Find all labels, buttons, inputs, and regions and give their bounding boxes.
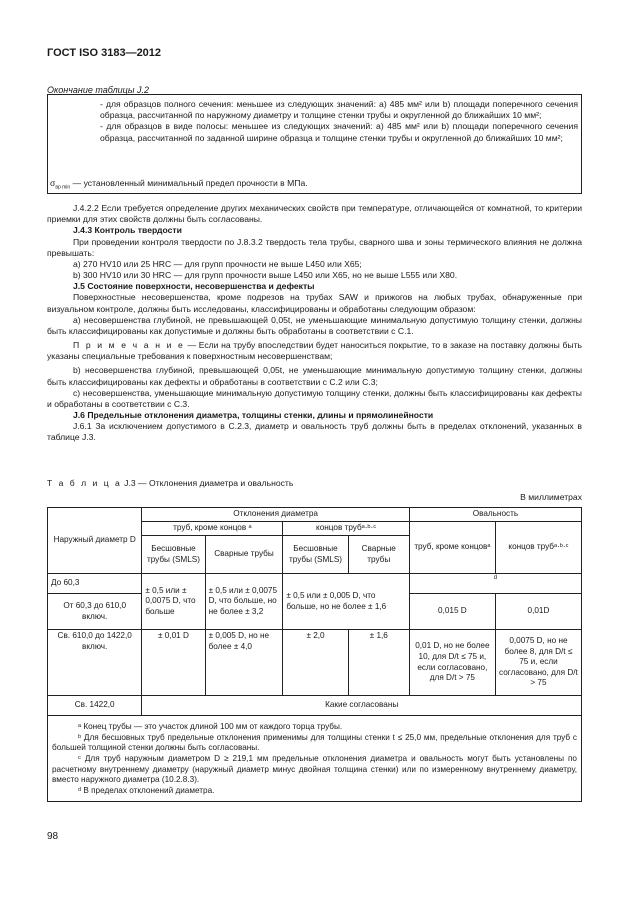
box-line-full-section: - для образцов полного сечения: меньшее из следующих значений: а) 485 мм² или b) площади поперечного сечения образца, рассчитанной по наружному диаметру и толщине стенки трубы и округленной до ближайших 10 мм²; (100, 99, 578, 121)
note-text: — Если на трубу впоследствии будет наноситься покрытие, то в заказе на поставку должны быть указаны специальные требования к поверхностным несовершенствам; (47, 340, 583, 362)
th-ends: концов трубᵃ·ᵇ·ᶜ (283, 522, 409, 536)
document-header: ГОСТ ISO 3183—2012 (47, 47, 162, 59)
sigma-subscript: вр min (55, 184, 71, 191)
row12-seamless: ± 0,5 или ± 0,0075 D, что больше (142, 574, 205, 630)
row3-welded-ends: ± 1,6 (348, 630, 409, 696)
table-units: В миллиметрах (520, 492, 582, 502)
footnote-d: ᵈ В пределах отклонений диаметра. (78, 785, 215, 795)
footnote-b: ᵇ Для бесшовных труб предельные отклонения применимы для толщины стенки t ≤ 25,0 мм, предельные отклонения для труб с большей толщиной стенки должны быть согласованы. (52, 732, 577, 753)
row1-diameter: До 60,3 (48, 574, 142, 594)
para-surface-b: b) несовершенства глубиной, превышающей 0,05t, не уменьшающие минимальную допустимую толщину стенки, должны быть классифицированы как дефекты и обработаны в соответствии с C.2 или C.3; (47, 365, 582, 387)
th-ovality: Овальность (409, 508, 581, 522)
table-j2-continuation (47, 94, 582, 194)
row3-seamless-ends: ± 2,0 (283, 630, 348, 696)
para-surface-c: c) несовершенства, уменьшающие минимальную допустимую толщину стенки, должны быть классифицированы как дефекты и обработаны в соответствии с C.3. (47, 387, 582, 409)
note-coating (47, 340, 582, 362)
footnote-c: ᶜ Для труб наружным диаметром D ≥ 219,1 мм предельные отклонения диаметра и овальность могут быть установлены по расчетному внутреннему диаметру (наружный диаметр минус двойная толщина стенки) или по измеренному внутреннему диаметру, вместо наружного диаметра (10.2.8.3). (52, 753, 577, 785)
sigma-symbol: σ (50, 178, 56, 188)
row12-welded: ± 0,5 или ± 0,0075 D, что больше, но не более ± 3,2 (205, 574, 283, 630)
table-footnotes (48, 716, 582, 802)
th-oval-except-ends: труб, кроме концовᵃ (409, 522, 495, 574)
para-hardness-a: a) 270 HV10 или 25 HRC — для групп прочности не выше L450 или X65; (73, 258, 362, 269)
body-text (47, 203, 582, 444)
row3-seamless: ± 0,01 D (142, 630, 205, 696)
para-hardness: При проведении контроля твердости по J.8.3.2 твердость тела трубы, сварного шва и зоны термического влияния не должна превышать: (47, 236, 582, 258)
th-seamless: Бесшовные трубы (SMLS) (142, 536, 205, 574)
row4-agreed: Какие согласованы (142, 696, 582, 716)
para-surface: Поверхностные несовершенства, кроме подрезов на трубах SAW и прижогов на любых трубах, обнаруженные при визуальном контроле, должны быть исследованы, классифицированы и обработаны следующим образом: (47, 292, 582, 314)
row2-oval-ends: 0,01D (495, 594, 581, 630)
row3-oval-except-ends: 0,01 D, но не более 10, для D/t ≤ 75 и, если согласовано, для D/t > 75 (409, 630, 495, 696)
table-j3 (47, 507, 582, 802)
heading-j4-3: J.4.3 Контроль твердости (73, 225, 182, 236)
table-continuation-label: Окончание таблицы J.2 (47, 85, 149, 95)
note-label: П р и м е ч а н и е (73, 340, 185, 351)
row2-diameter: От 60,3 до 610,0 включ. (48, 594, 142, 630)
row1-ovality-note: d (409, 574, 581, 594)
para-j6-1: J.6.1 За исключением допустимого в C.2.3, диаметр и овальность труб должны быть в пределах отклонений, указанных в таблице J.3. (47, 421, 582, 443)
sigma-text: — установленный минимальный предел прочности в МПа. (72, 178, 308, 188)
heading-j6: J.6 Предельные отклонения диаметра, толщины стенки, длины и прямолинейности (73, 410, 434, 421)
para-surface-a: a) несовершенства глубиной, не превышающей 0,05t, не уменьшающие минимальную допустимую толщину стенки, должны быть классифицированы как допустимые и должны быть обработаны в соответствии с C.1. (47, 314, 582, 336)
row12-ends: ± 0,5 или ± 0,005 D, что больше, но не более ± 1,6 (283, 574, 409, 630)
row4-diameter: Св. 1422,0 (48, 696, 142, 716)
table-caption (47, 478, 293, 489)
table-caption-text: J.3 — Отклонения диаметра и овальность (121, 478, 294, 488)
footnote-a: ᵃ Конец трубы — это участок длиной 100 мм от каждого торца трубы. (78, 722, 343, 731)
sigma-definition (50, 178, 308, 191)
row3-welded: ± 0,005 D, но не более ± 4,0 (205, 630, 283, 696)
page-number: 98 (47, 831, 59, 842)
para-hardness-b: b) 300 HV10 или 30 HRC — для групп прочности выше L450 или X65, но не выше L555 или X80. (73, 270, 458, 281)
row2-oval-except-ends: 0,015 D (409, 594, 495, 630)
th-oval-ends: концов трубᵃ·ᵇ·ᶜ (495, 522, 581, 574)
th-welded-ends: Сварные трубы (348, 536, 409, 574)
th-welded: Сварные трубы (205, 536, 283, 574)
row3-diameter: Св. 610,0 до 1422,0 включ. (48, 630, 142, 696)
th-deviation: Отклонения диаметра (142, 508, 410, 522)
th-outer-diameter: Наружный диаметр D (48, 508, 142, 574)
table-caption-label: Т а б л и ц а (47, 478, 122, 488)
box-line-strip: - для образцов в виде полосы: меньшее из следующих значений: а) 485 мм² или b) площади поперечного сечения образца, рассчитанной по заданной ширине образца и толщине стенки трубы и округленной до ближайших 10 мм²; (100, 121, 578, 143)
th-seamless-ends: Бесшовные трубы (SMLS) (283, 536, 348, 574)
para-j4-2-2: J.4.2.2 Если требуется определение других механических свойств при температуре, отличающейся от комнатной, то критерии приемки для этих свойств должны быть согласованы. (47, 203, 582, 225)
th-except-ends: труб, кроме концов ᵃ (142, 522, 283, 536)
heading-j5: J.5 Состояние поверхности, несовершенства и дефекты (73, 281, 315, 292)
row3-oval-ends: 0,0075 D, но не более 8, для D/t ≤ 75 и, если согласовано, для D/t > 75 (495, 630, 581, 696)
